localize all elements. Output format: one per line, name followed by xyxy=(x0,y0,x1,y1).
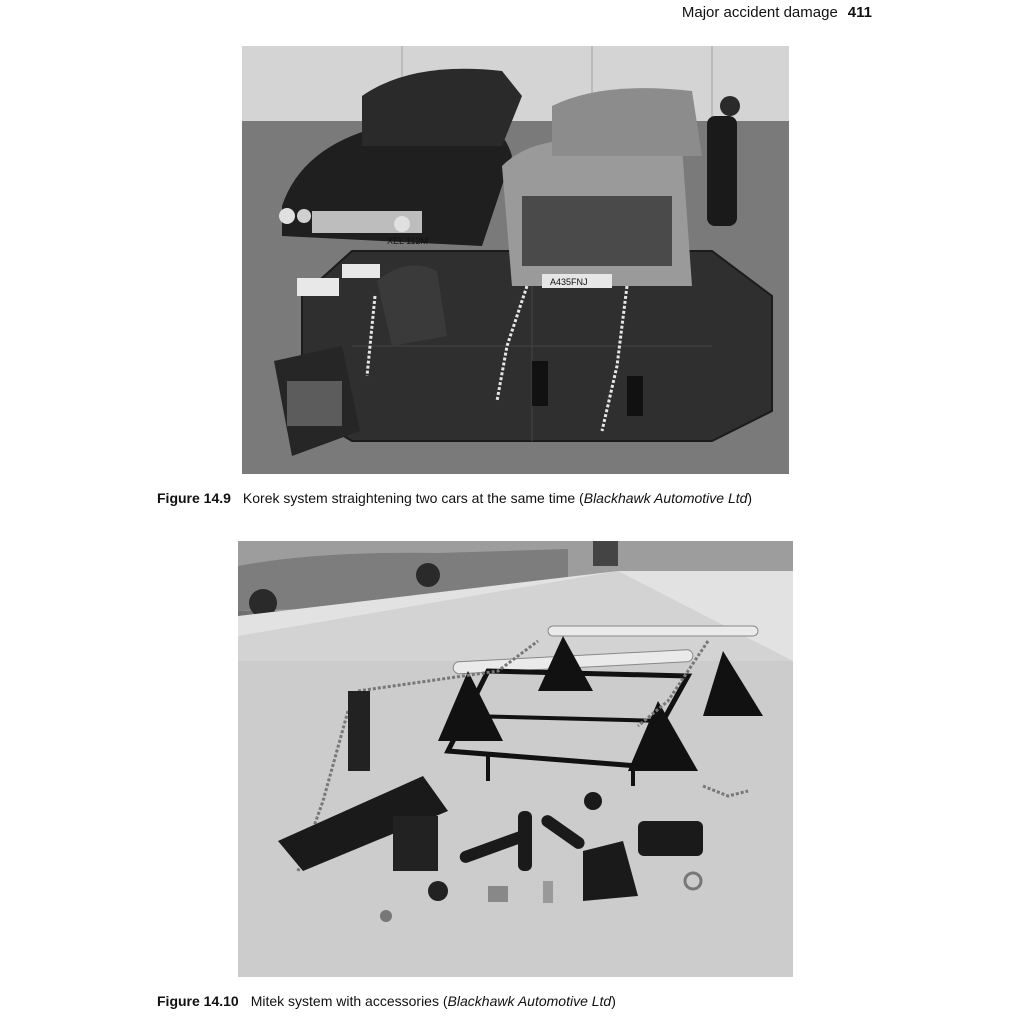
caption-credit: Blackhawk Automotive Ltd xyxy=(447,993,612,1009)
figure-label: Figure 14.10 xyxy=(157,993,239,1009)
caption-text: Korek system straightening two cars at the same time xyxy=(242,490,576,506)
plate-left: XEL 112M xyxy=(387,236,429,246)
figure-14-9-caption: Figure 14.9 Korek system straightening two cars at the same time (Blackhawk Automotive Ltd) xyxy=(157,490,753,506)
caption-credit: Blackhawk Automotive Ltd xyxy=(583,490,748,506)
page-number: 411 xyxy=(847,4,872,21)
figure-14-10-caption: Figure 14.10 Mitek system with accessories (Blackhawk Automotive Ltd) xyxy=(157,993,616,1009)
caption-text: Mitek system with accessories xyxy=(250,993,439,1009)
running-head xyxy=(682,4,872,22)
running-head-title: Major accident damage xyxy=(681,4,838,21)
figure-14-9-photo xyxy=(242,46,789,474)
plate-right: A435FNJ xyxy=(550,277,588,287)
figure-14-10-photo xyxy=(238,541,793,977)
figure-label: Figure 14.9 xyxy=(157,490,231,506)
